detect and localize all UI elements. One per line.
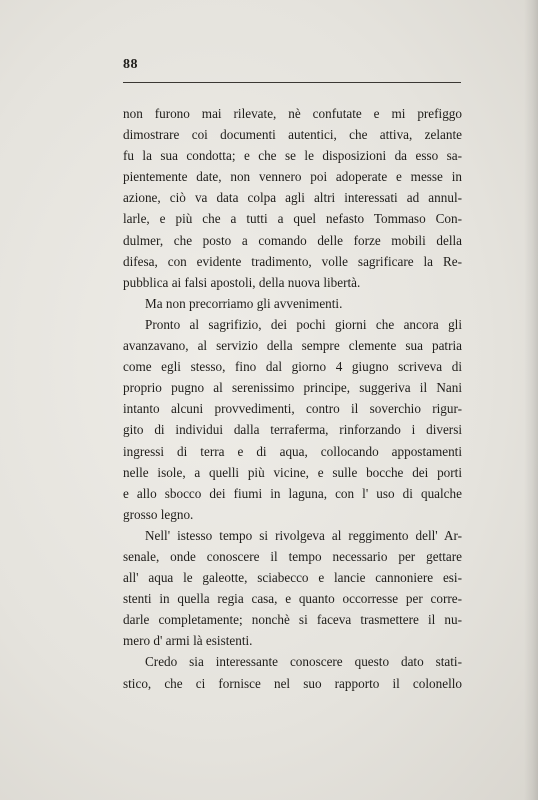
text-line: dimostrare coi documenti autentici, che attiva, zelante xyxy=(123,127,462,143)
paragraph xyxy=(123,293,462,314)
text-line: gito di individui dalla terraferma, rinforzando i diversi xyxy=(123,422,462,438)
text-line: ingressi di terra e di aqua, collocando appostamenti xyxy=(123,443,462,459)
text-line: stenti in quella regia casa, e quanto occorresse per corre- xyxy=(123,591,462,607)
text-line: Pronto al sagrifizio, dei pochi giorni che ancora gli xyxy=(145,316,462,332)
text-line: Nell' istesso tempo si rivolgeva al reggimento dell' Ar- xyxy=(145,527,462,543)
paragraph xyxy=(123,314,462,525)
text-line: pientemente date, non vennero poi adoperate e messe in xyxy=(123,169,462,185)
text-line: mero d' armi là esistenti. xyxy=(123,633,253,649)
text-line: Credo sia interessante conoscere questo dato stati- xyxy=(145,654,462,670)
text-line: proprio pugno al serenissimo principe, suggeriva il Nani xyxy=(123,380,462,396)
text-line: non furono mai rilevate, nè confutate e mi prefiggo xyxy=(123,106,462,121)
text-line: darle completamente; nonchè si faceva trasmettere il nu- xyxy=(123,612,462,628)
text-line: dulmer, che posto a comando delle forze mobili della xyxy=(123,232,462,248)
text-line: grosso legno. xyxy=(123,506,194,522)
paragraph xyxy=(123,525,462,652)
text-line: nelle isole, a quelli più vicine, e sulle bocche dei porti xyxy=(123,464,462,480)
text-line: stico, che ci fornisce nel suo rapporto il colonello xyxy=(123,675,462,691)
text-line: all' aqua le galeotte, sciabecco e lancie cannoniere esi- xyxy=(123,570,462,586)
text-line: senale, onde conoscere il tempo necessario per gettare xyxy=(123,548,462,564)
text-line: avanzavano, al servizio della sempre clemente sua patria xyxy=(123,338,462,354)
text-line: azione, ciò va data colpa agli altri interessati ad annul- xyxy=(123,190,462,206)
paragraph xyxy=(123,103,462,293)
text-line: larle, e più che a tutti a quel nefasto Tommaso Con- xyxy=(123,211,462,227)
text-line: pubblica ai falsi apostoli, della nuova libertà. xyxy=(123,274,361,290)
body-text xyxy=(123,103,462,694)
page-edge-shadow xyxy=(524,0,538,800)
text-line: intanto alcuni provvedimenti, contro il soverchio rigur- xyxy=(123,401,462,417)
text-line: come egli stesso, fino dal giorno 4 giugno scriveva di xyxy=(123,359,462,375)
text-line: fu la sua condotta; e che se le disposizioni da esso sa- xyxy=(123,148,462,164)
paragraph xyxy=(123,651,462,693)
page-number: 88 xyxy=(123,57,138,72)
text-line: difesa, con evidente tradimento, volle sagrificare la Re- xyxy=(123,253,462,269)
text-line: e allo sbocco dei fiumi in laguna, con l' uso di qualche xyxy=(123,485,462,501)
header-rule xyxy=(123,82,461,83)
text-line: Ma non precorriamo gli avvenimenti. xyxy=(145,295,343,311)
